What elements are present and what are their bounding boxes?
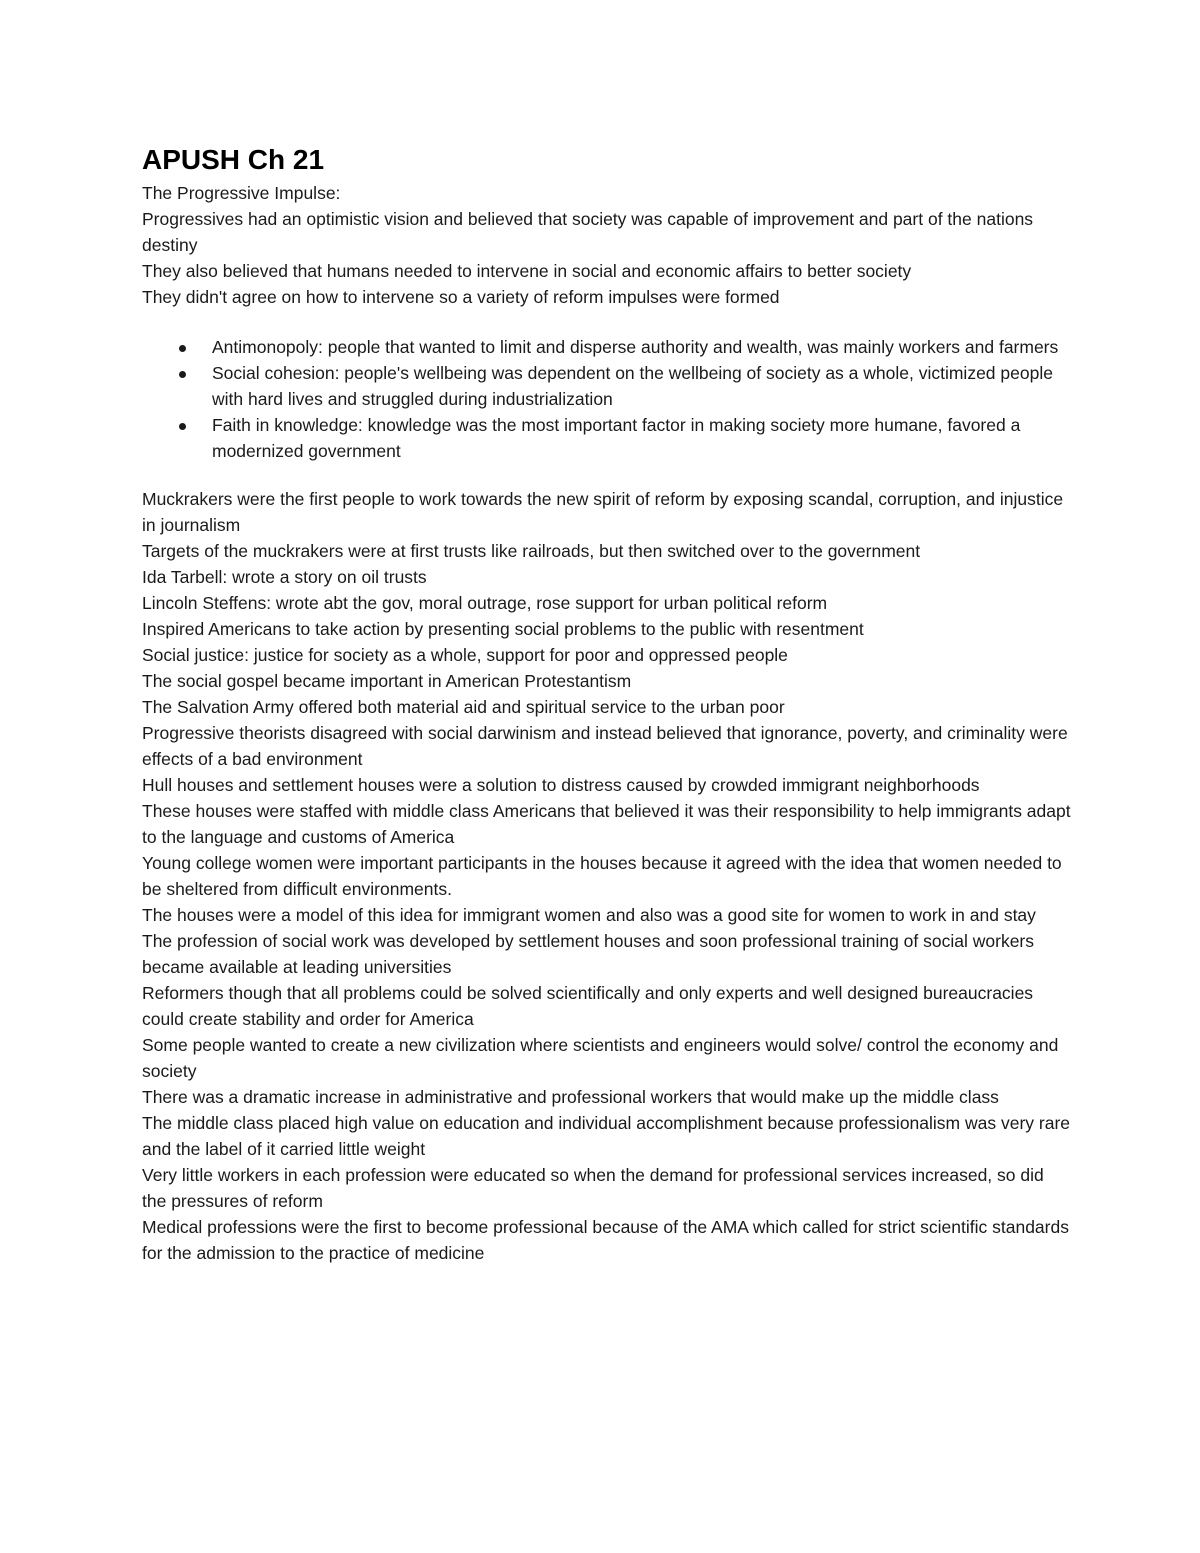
intro-section (142, 180, 1072, 310)
list-item (142, 412, 1072, 464)
paragraph: Progressives had an optimistic vision and believed that society was capable of improvement and part of the nations destiny (142, 209, 1034, 255)
paragraph: Social justice: justice for society as a whole, support for poor and oppressed people (142, 645, 788, 665)
bullet-icon (179, 371, 186, 378)
paragraph: These houses were staffed with middle class Americans that believed it was their responsibility to help immigrants adapt to the language and customs of America (142, 801, 1071, 847)
body-section (142, 486, 1072, 1266)
paragraph: The profession of social work was developed by settlement houses and soon professional training of social workers became available at leading universities (142, 931, 1035, 977)
bullet-icon (179, 345, 186, 352)
paragraph: Young college women were important participants in the houses because it agreed with the idea that women needed to be sheltered from difficult environments. (142, 853, 1062, 899)
paragraph: They also believed that humans needed to intervene in social and economic affairs to better society (142, 261, 912, 281)
paragraph: There was a dramatic increase in administrative and professional workers that would make up the middle class (142, 1087, 999, 1107)
list-item-text: Social cohesion: people's wellbeing was dependent on the wellbeing of society as a whole, victimized people with hard lives and struggled during industrialization (212, 363, 1053, 409)
paragraph: Inspired Americans to take action by presenting social problems to the public with resentment (142, 619, 864, 639)
list-item-text: Faith in knowledge: knowledge was the most important factor in making society more humane, favored a modernized government (212, 415, 1021, 461)
paragraph: The houses were a model of this idea for immigrant women and also was a good site for women to work in and stay (142, 905, 1036, 925)
paragraph: Very little workers in each profession were educated so when the demand for professional services increased, so did the pressures of reform (142, 1165, 1044, 1211)
paragraph: The Salvation Army offered both material aid and spiritual service to the urban poor (142, 697, 785, 717)
list-item (142, 334, 1072, 360)
page-title: APUSH Ch 21 (142, 144, 325, 175)
list-item (142, 360, 1072, 412)
paragraph: Reformers though that all problems could be solved scientifically and only experts and well designed bureaucracies could create stability and order for America (142, 983, 1034, 1029)
paragraph: Medical professions were the first to become professional because of the AMA which called for strict scientific standards for the admission to the practice of medicine (142, 1217, 1069, 1263)
paragraph: Hull houses and settlement houses were a solution to distress caused by crowded immigrant neighborhoods (142, 775, 980, 795)
paragraph: Lincoln Steffens: wrote abt the gov, moral outrage, rose support for urban political reform (142, 593, 828, 613)
paragraph: The middle class placed high value on education and individual accomplishment because professionalism was very rare and the label of it carried little weight (142, 1113, 1071, 1159)
paragraph: Ida Tarbell: wrote a story on oil trusts (142, 567, 427, 587)
list-item-text: Antimonopoly: people that wanted to limit and disperse authority and wealth, was mainly workers and farmers (212, 337, 1059, 357)
paragraph: Some people wanted to create a new civilization where scientists and engineers would solve/ control the economy and society (142, 1035, 1059, 1081)
paragraph: Progressive theorists disagreed with social darwinism and instead believed that ignorance, poverty, and criminality were effects of a bad environment (142, 723, 1068, 769)
document-page (142, 140, 1072, 1266)
bullet-icon (179, 423, 186, 430)
section-heading: The Progressive Impulse: (142, 183, 341, 203)
reform-impulses-list (142, 334, 1072, 464)
paragraph: Muckrakers were the first people to work towards the new spirit of reform by exposing scandal, corruption, and injustice in journalism (142, 489, 1064, 535)
paragraph: The social gospel became important in American Protestantism (142, 671, 632, 691)
paragraph: Targets of the muckrakers were at first trusts like railroads, but then switched over to the government (142, 541, 921, 561)
paragraph: They didn't agree on how to intervene so a variety of reform impulses were formed (142, 287, 780, 307)
